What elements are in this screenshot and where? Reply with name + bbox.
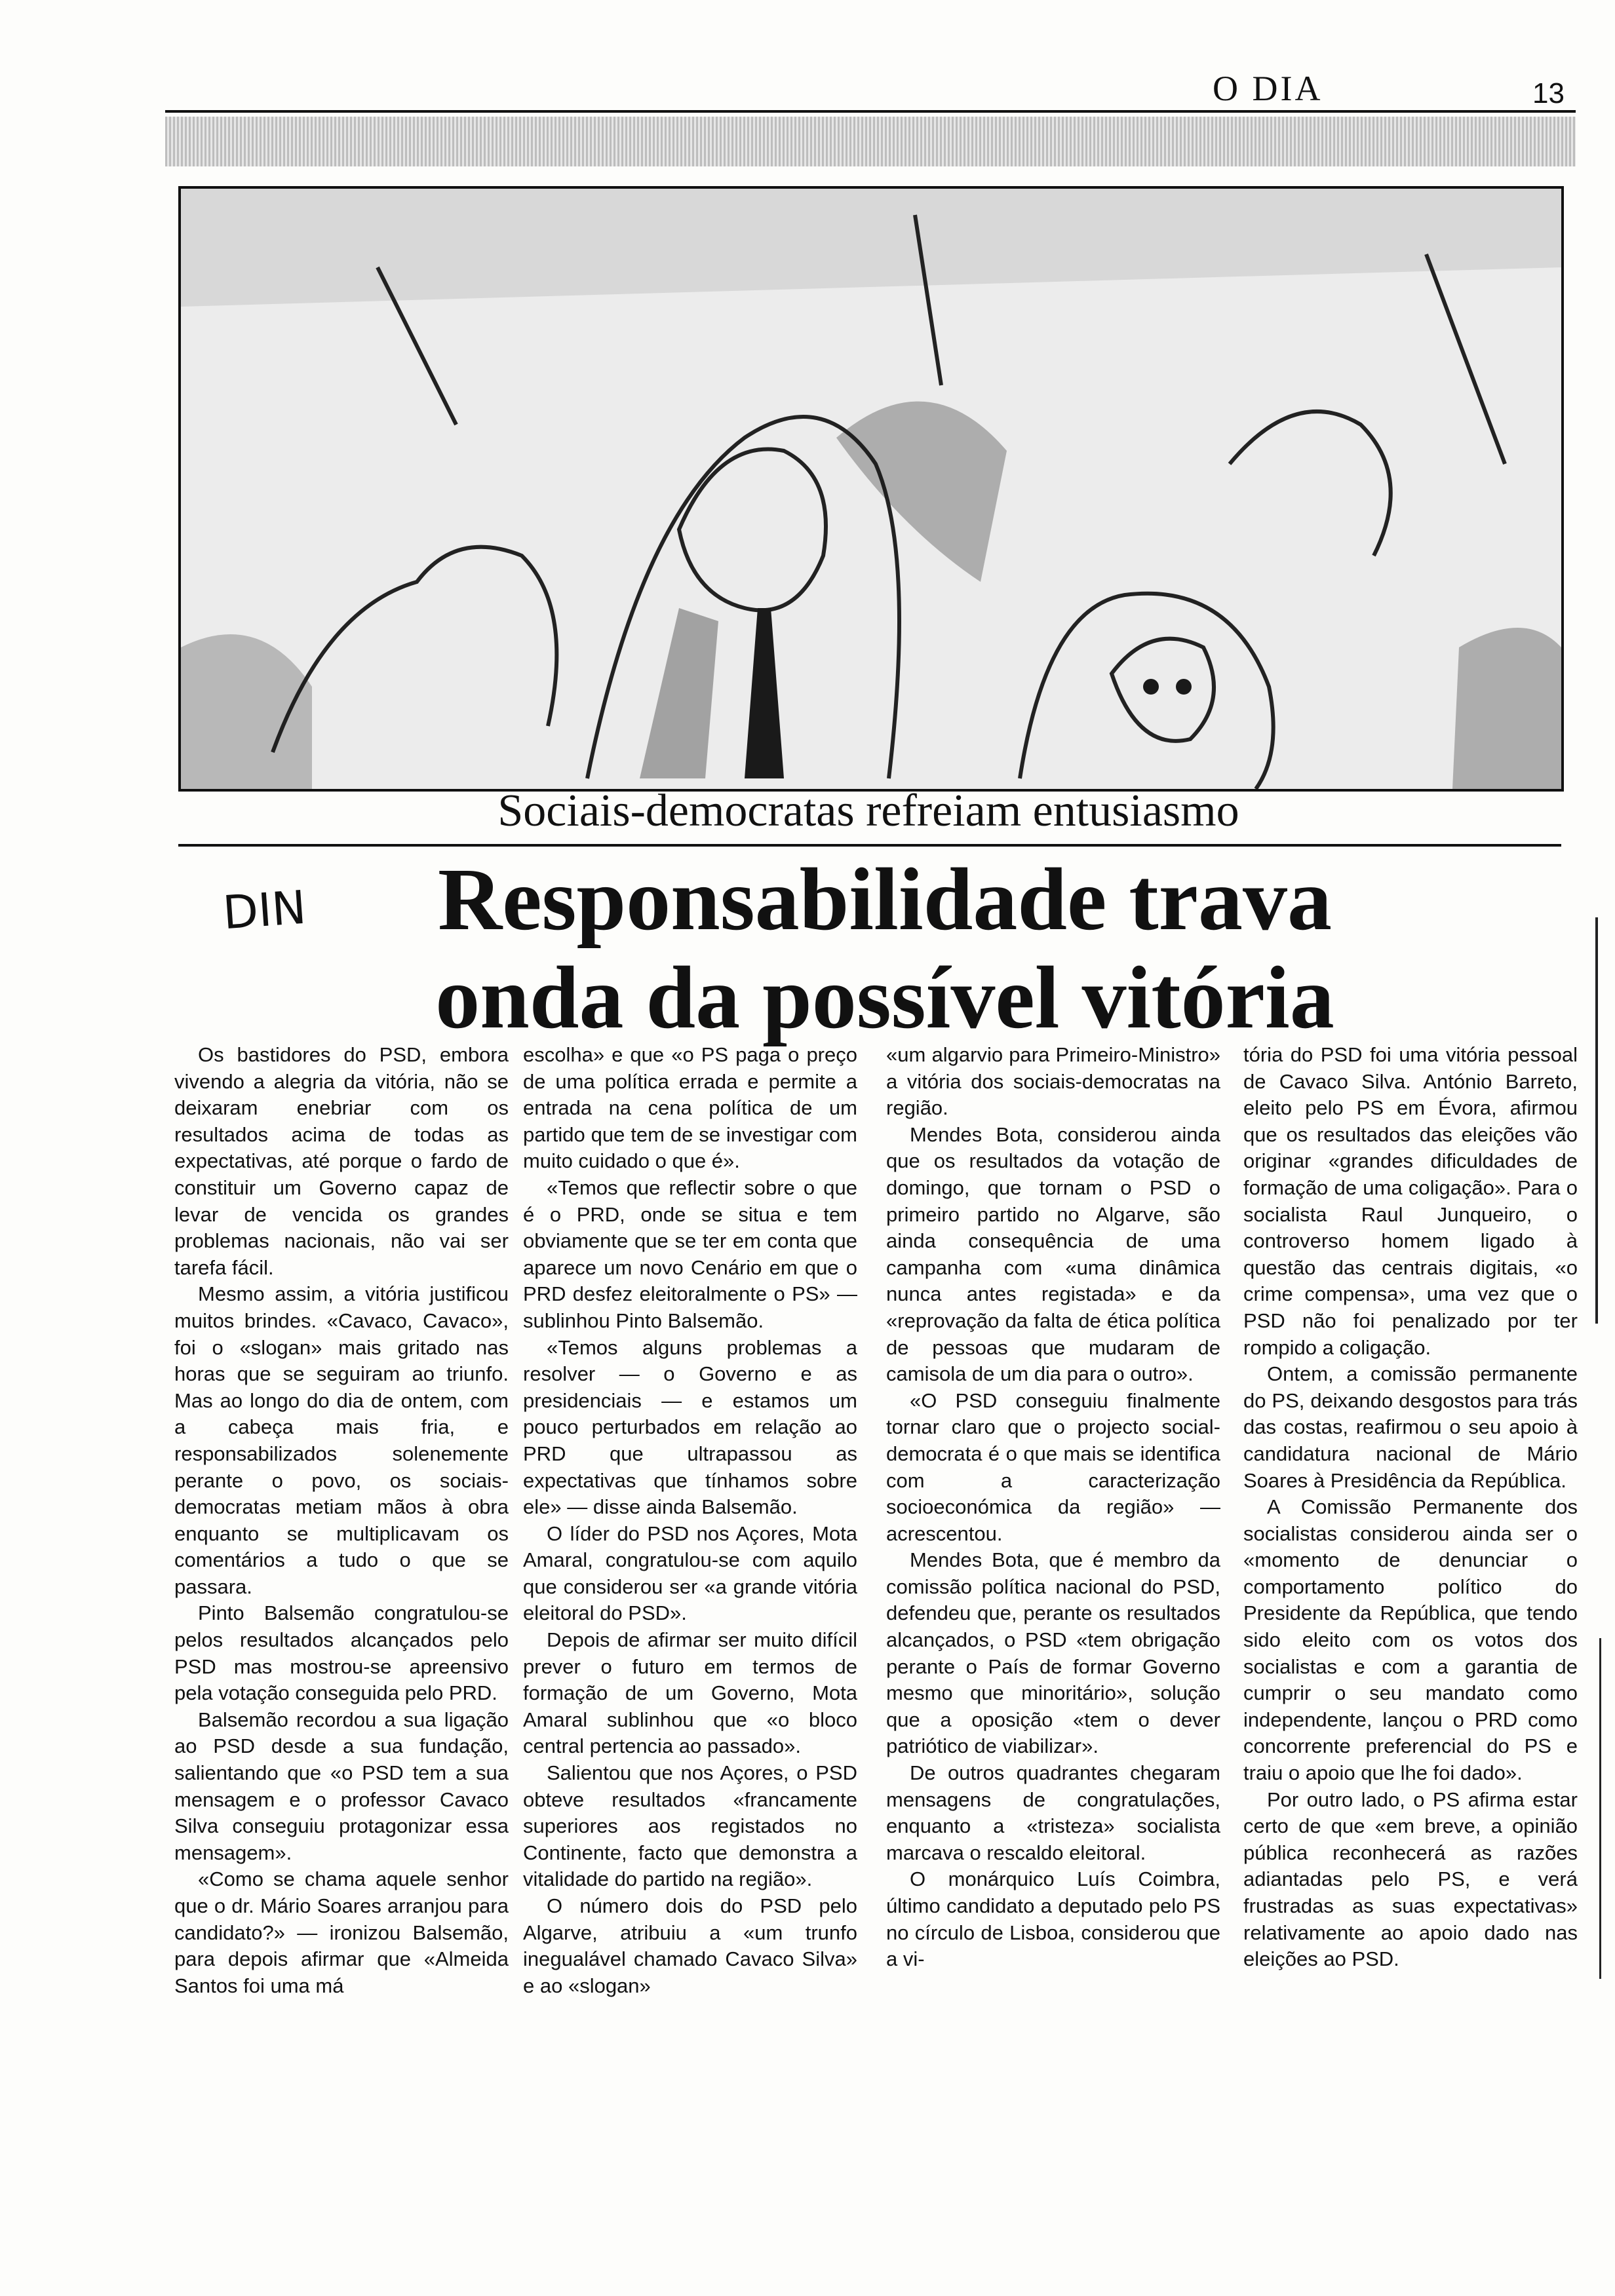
paragraph: Os bastidores do PSD, embora vivendo a alegria da vitória, não se deixaram enebriar com os resultados acima de todas as expectativas, até porque o fardo de constituir um Governo capaz de levar de vencida os grandes problemas nacionais, não vai ser tarefa fácil. [174,1043,509,1279]
paragraph: O número dois do PSD pelo Algarve, atribuiu a «um trunfo inegualável chamado Cavaco Silva» e ao «slogan» [523,1894,857,1997]
paragraph: Ontem, a comissão permanente do PS, deixando desgostos para trás das costas, reafirmou o seu apoio à candidatura nacional de Mário Soares à Presidência da República. [1243,1362,1578,1492]
top-rule [165,110,1576,113]
press-photo-icon [181,189,1561,789]
headline [341,851,1429,1047]
paragraph: Mendes Bota, considerou ainda que os resultados da votação de domingo, que tornam o PSD o primeiro partido no Algarve, são ainda consequência de uma campanha com «uma dinâmica nunca antes registada» e da «reprovação da falta de ética política de pessoas que mudaram de camisola de um dia para o outro». [886,1122,1220,1386]
margin-mark [1595,917,1598,1324]
masthead-logo: O DIA [1213,69,1323,108]
page-number: 13 [1532,77,1565,109]
margin-mark [1599,1638,1601,1979]
paragraph: «O PSD conseguiu finalmente tornar claro que o projecto social-democrata é o que mais se identifica com a caracterização socioeconómica da região» — acrescentou. [886,1388,1220,1545]
halftone-band [165,117,1576,166]
paragraph: A Comissão Permanente dos socialistas considerou ainda ser o «momento de denunciar o comportamento político do Presidente da República, que tendo sido eleito com os votos dos socialistas e com a garantia de cumprir o seu mandato como independente, lançou o PRD como concorrente preferencial do PS e traiu o apoio que lhe foi dado». [1243,1495,1578,1785]
paragraph: «um algarvio para Primeiro-Ministro» a vitória dos sociais-democratas na região. [886,1043,1220,1120]
headline-line-2: onda da possível vitória [435,949,1334,1047]
paragraph: Depois de afirmar ser muito difícil prever o futuro em termos de formação de um Governo, Mota Amaral sublinhou que «o bloco central pertencia ao passado». [523,1628,857,1758]
article-column-2 [523,1042,857,1999]
paragraph: tória do PSD foi uma vitória pessoal de Cavaco Silva. António Barreto, eleito pelo PS em Évora, afirmou que os resultados das eleições vão originar «grandes dificuldades de formação de uma coligação». Para o socialista Raul Junqueiro, o controverso homem ligado à questão das centrais digitais, «o crime compensa», uma vez que o PSD não foi penalizado por ter rompido a coligação. [1243,1043,1578,1359]
paragraph: Mesmo assim, a vitória justificou muitos brindes. «Cavaco, Cavaco», foi o «slogan» mais gritado nas horas que se seguiram ao triunfo. Mas ao longo do dia de ontem, com a cabeça mais fria, e responsabilizados solenemente perante o povo, os sociais-democratas metiam mãos à obra enquanto se multiplicavam os comentários a tudo o que se passara. [174,1282,509,1598]
paragraph: O monárquico Luís Coimbra, último candidato a deputado pelo PS no círculo de Lisboa, considerou que a vi- [886,1867,1220,1971]
headline-line-1: Responsabilidade trava [438,851,1332,949]
paragraph: Mendes Bota, que é membro da comissão política nacional do PSD, defendeu que, perante os resultados alcançados, o PSD «tem obrigação perante o País de formar Governo mesmo que minoritário», solução que a oposição «tem o dever patriótico de viabilizar». [886,1548,1220,1758]
paragraph: De outros quadrantes chegaram mensagens de congratulações, enquanto a «tristeza» socialista marcava o rescaldo eleitoral. [886,1761,1220,1864]
paragraph: Por outro lado, o PS afirma estar certo de que «em breve, a opinião pública reconhecerá as razões adiantadas pelo PS, e verá frustradas as suas expectativas» relativamente ao apoio dado nas eleições ao PSD. [1243,1788,1578,1971]
handwritten-mark: DIN [221,880,308,940]
paragraph: Salientou que nos Açores, o PSD obteve resultados «francamente superiores aos registados no Continente, facto que demonstra a vitalidade do partido na região». [523,1761,857,1891]
paragraph: Pinto Balsemão congratulou-se pelos resultados alcançados pelo PSD mas mostrou-se apreensivo pela votação conseguida pelo PRD. [174,1601,509,1705]
article-column-1 [174,1042,509,1999]
paragraph: «Temos que reflectir sobre o que é o PRD, onde se situa e tem obviamente que se ter em conta que aparece um novo Cenário em que o PRD desfez eleitoralmente o PS» — sublinhou Pinto Balsemão. [523,1176,857,1332]
article-column-3 [886,1042,1220,1973]
paragraph: «Como se chama aquele senhor que o dr. Mário Soares arranjou para candidato?» — ironizou Balsemão, para depois afirmar que «Almeida Santos foi uma má [174,1867,509,1997]
subhead-rule [178,844,1561,847]
paragraph: escolha» e que «o PS paga o preço de uma política errada e permite a entrada na cena política de um partido que tem de se investigar com muito cuidado o que é». [523,1043,857,1173]
paragraph: O líder do PSD nos Açores, Mota Amaral, congratulou-se com aquilo que considerou ser «a grande vitória eleitoral do PSD». [523,1521,857,1625]
subhead: Sociais-democratas refreiam entusiasmo [497,786,1239,836]
article-column-4 [1243,1042,1578,1973]
paragraph: Balsemão recordou a sua ligação ao PSD desde a sua fundação, salientando que «o PSD tem a sua mensagem e o professor Cavaco Silva conseguiu protagonizar essa mensagem». [174,1708,509,1864]
paragraph: «Temos alguns problemas a resolver — o Governo e as presidenciais — e estamos um pouco perturbados em relação ao PRD que ultrapassou as expectativas que tínhamos sobre ele» — disse ainda Balsemão. [523,1335,857,1519]
press-photo [178,186,1564,792]
